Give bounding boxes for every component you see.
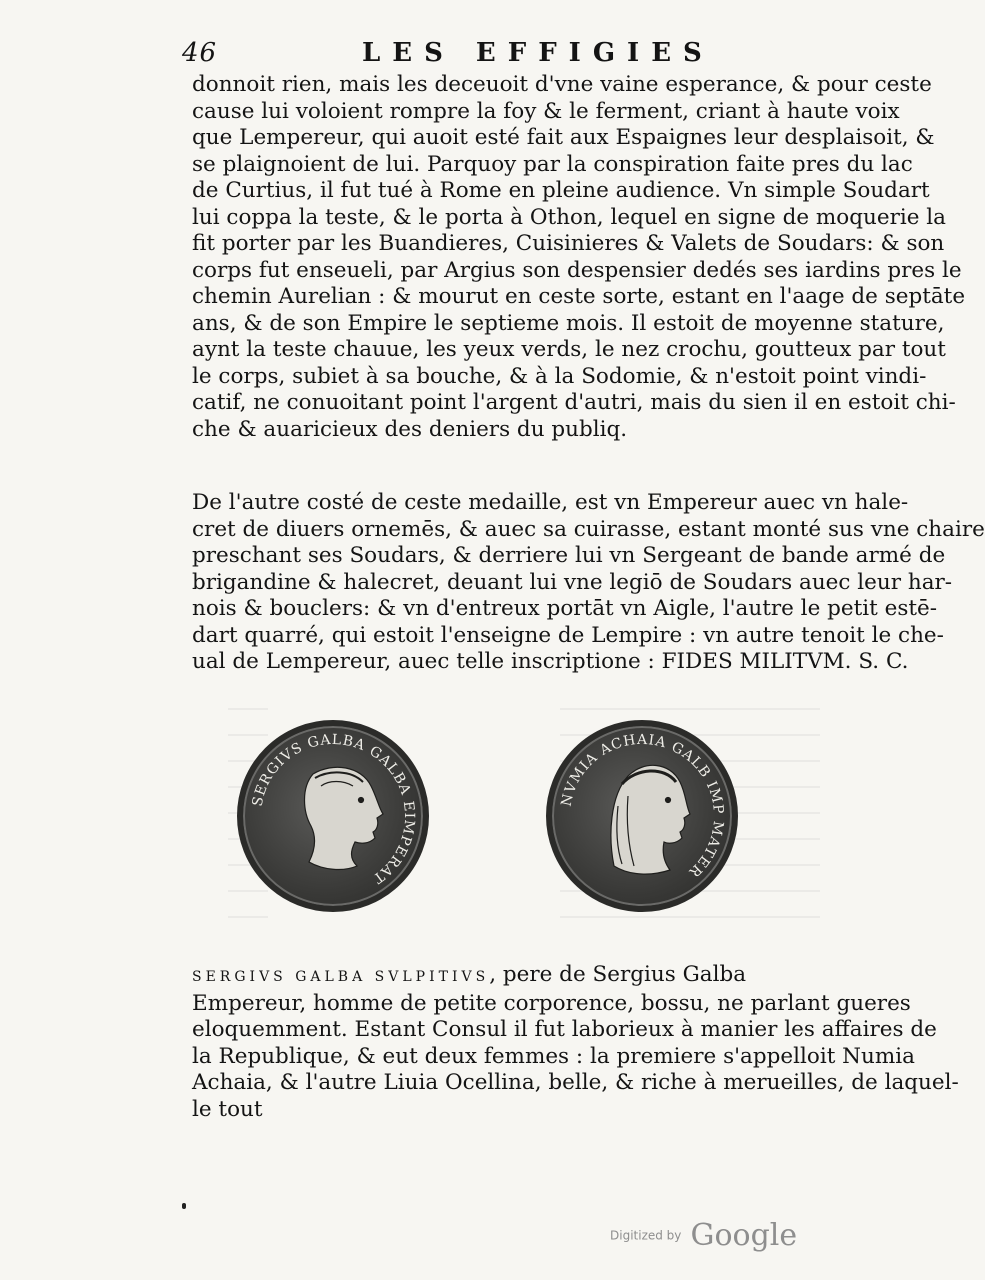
running-title: LES EFFIGIES <box>362 38 714 68</box>
page-number: 46 <box>182 38 218 68</box>
text-line: de Curtius, il fut tué à Rome en pleine audience. Vn simple Soudart <box>192 178 930 203</box>
medal-reverse-legend: NVMIA ACHAIA GALB IMP MATER <box>558 731 727 881</box>
text-line: nois & bouclers: & vn d'entreux portāt vn Aigle, l'autre le petit estē- <box>192 596 937 621</box>
emperor-profile-icon <box>305 767 384 869</box>
text-line: cause lui voloient rompre la foy & le ferment, criant à haute voix <box>192 98 900 124</box>
text-line: lui coppa la teste, & le porta à Othon, lequel en signe de moquerie la <box>192 204 946 230</box>
text-line: Empereur, homme de petite corporence, bossu, ne parlant gueres <box>192 990 911 1016</box>
text-line: Achaia, & l'autre Liuia Ocellina, belle, & riche à merueilles, de laquel- <box>192 1070 959 1095</box>
text-line: preschant ses Soudars, & derriere lui vn Sergeant de bande armé de <box>192 543 946 568</box>
text-line: que Lempereur, qui auoit esté fait aux Espaignes leur desplaisoit, & <box>192 125 935 150</box>
ink-speck <box>182 1203 186 1209</box>
watermark-prefix: Digitized by <box>610 1228 682 1243</box>
text-line: corps fut enseueli, par Argius son despensier dedés ses iardins pres le <box>192 257 962 283</box>
text-line: se plaignoient de lui. Parquoy par la conspiration faite pres du lac <box>192 151 913 177</box>
text-line: aynt la teste chauue, les yeux verds, le nez crochu, goutteux par tout <box>192 337 946 362</box>
medal-obverse-galba <box>237 720 429 912</box>
digitized-watermark <box>610 1218 797 1253</box>
text-line: chemin Aurelian : & mourut en ceste sorte, estant en l'aage de septāte <box>192 284 966 309</box>
paragraph-medal-reverse <box>192 490 985 676</box>
text-line: le corps, subiet à sa bouche, & à la Sodomie, & n'estoit point vindi- <box>192 363 927 389</box>
text-line: cret de diuers ornemēs, & auec sa cuirasse, estant monté sus vne chaire <box>192 516 985 542</box>
veiled-woman-profile-icon <box>611 765 690 874</box>
medal-reverse-numia-achaia <box>546 720 738 912</box>
text-line: la Republique, & eut deux femmes : la premiere s'appelloit Numia <box>192 1043 915 1069</box>
page-header <box>182 38 822 74</box>
text-line: SERGIVS GALBA SVLPITIVS, pere de Sergius Galba <box>192 962 747 987</box>
name-smallcaps: SERGIVS GALBA SVLPITIVS <box>192 969 490 985</box>
text-line: donnoit rien, mais les deceuoit d'vne vaine esperance, & pour ceste <box>192 72 932 97</box>
paragraph-sergius-galba <box>192 962 959 1123</box>
medal-obverse-legend: SERGIVS GALBA GALBA EIMPERAT <box>249 731 418 887</box>
text-line: eloquemment. Estant Consul il fut laborieux à manier les affaires de <box>192 1017 937 1042</box>
text-line: ual de Lempereur, auec telle inscriptione : FIDES MILITVM. S. C. <box>192 649 909 674</box>
text-line: le tout <box>192 1096 263 1122</box>
text-line: De l'autre costé de ceste medaille, est vn Empereur auec vn hale- <box>192 490 909 515</box>
watermark-brand: Google <box>690 1218 798 1253</box>
text-line: catif, ne conuoitant point l'argent d'autri, mais du sien il en estoit chi- <box>192 390 956 415</box>
text-line: ans, & de son Empire le septieme mois. Il estoit de moyenne stature, <box>192 310 945 336</box>
text-line: dart quarré, qui estoit l'enseigne de Lempire : vn autre tenoit le che- <box>192 622 944 648</box>
paragraph-galba-death <box>192 72 966 443</box>
text-line: fit porter par les Buandieres, Cuisinieres & Valets de Soudars: & son <box>192 231 945 256</box>
text-line: brigandine & halecret, deuant lui vne legiō de Soudars auec leur har- <box>192 569 953 595</box>
text-line: che & auaricieux des deniers du publiq. <box>192 416 628 442</box>
